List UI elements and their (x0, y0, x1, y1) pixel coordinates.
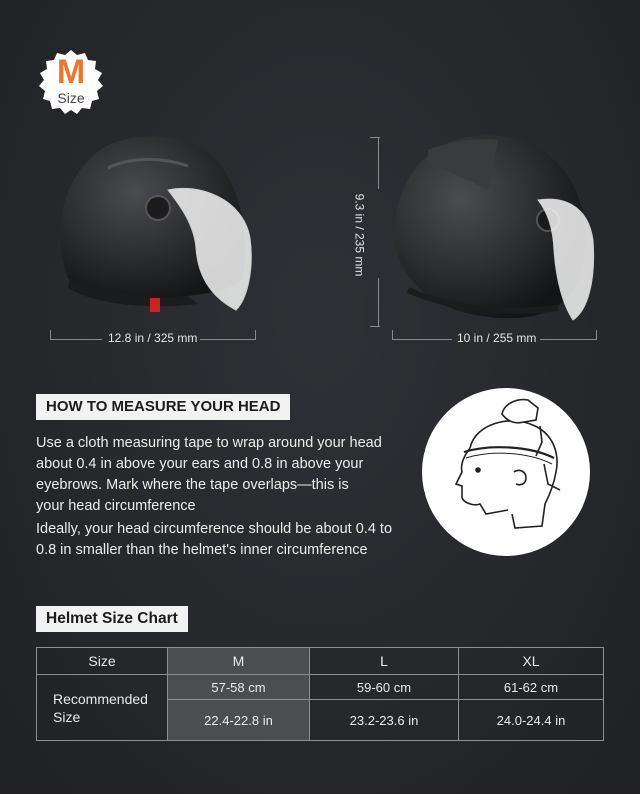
measure-note (36, 519, 416, 561)
front-dim-line-left (50, 339, 102, 340)
header-xl: XL (459, 648, 604, 675)
front-width-label: 12.8 in / 325 mm (108, 331, 198, 345)
cell-l-cm: 59-60 cm (310, 675, 459, 700)
height-dim-line-bottom (378, 278, 379, 326)
row-label-line: Size (53, 708, 81, 725)
note-line: 0.8 in smaller than the helmet's inner circumference (36, 542, 368, 558)
instruction-line: eyebrows. Mark where the tape overlaps—this is (36, 477, 349, 493)
table-header-row (37, 648, 604, 675)
cell-xl-in: 24.0-24.4 in (459, 700, 604, 741)
size-caption: Size (57, 90, 85, 106)
instruction-line: Use a cloth measuring tape to wrap around your head (36, 435, 382, 451)
height-dim-line-top (378, 137, 379, 189)
side-height-label: 9.3 in / 235 mm (352, 193, 367, 277)
side-dim-tick-right (596, 330, 597, 340)
note-line: Ideally, your head circumference should be about 0.4 to (36, 521, 393, 537)
front-dim-tick-right (255, 330, 256, 340)
front-dim-line-right (200, 339, 255, 340)
row-label-line: Recommended (53, 690, 148, 707)
cell-l-in: 23.2-23.6 in (310, 700, 459, 741)
size-chart-heading: Helmet Size Chart (36, 606, 188, 632)
size-chart-table (36, 647, 604, 741)
size-letter: M (56, 53, 86, 91)
measure-heading: HOW TO MEASURE YOUR HEAD (36, 394, 290, 420)
head-measurement-illustration (420, 386, 592, 558)
side-dim-line-right (540, 339, 596, 340)
cell-m-cm: 57-58 cm (168, 675, 310, 700)
measure-instructions (36, 433, 416, 517)
size-badge (36, 48, 106, 118)
instruction-line: your head circumference (36, 498, 196, 514)
side-dim-line-left (392, 339, 452, 340)
helmet-side-image (388, 130, 598, 325)
side-length-label: 10 in / 255 mm (457, 331, 537, 345)
helmet-front-image (48, 128, 258, 318)
cell-m-in: 22.4-22.8 in (168, 700, 310, 741)
table-row-cm (37, 675, 604, 700)
recommended-size-label (37, 675, 168, 741)
header-size: Size (37, 648, 168, 675)
header-l: L (310, 648, 459, 675)
instruction-line: about 0.4 in above your ears and 0.8 in above your (36, 456, 364, 472)
height-dim-tick-bottom (370, 326, 380, 327)
header-m: M (168, 648, 310, 675)
cell-xl-cm: 61-62 cm (459, 675, 604, 700)
